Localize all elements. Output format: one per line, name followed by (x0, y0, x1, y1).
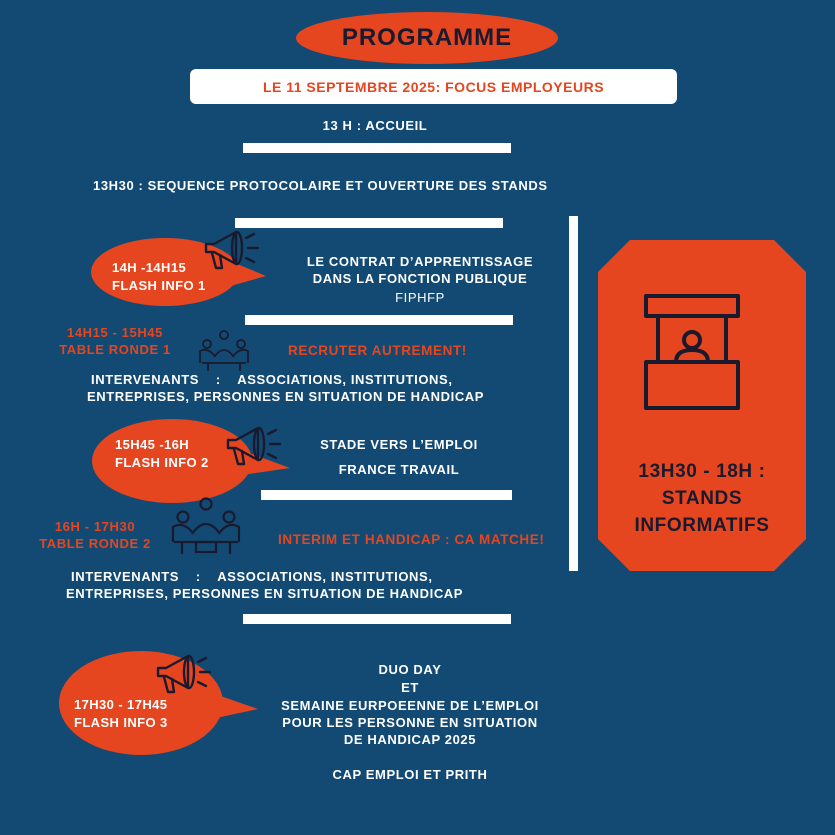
vertical-divider (569, 216, 578, 571)
table1-speakers-line1: INTERVENANTS : ASSOCIATIONS, INSTITUTIONS, (91, 372, 453, 387)
flash1-org: FIPHFP (395, 290, 445, 305)
flash3-line5: DE HANDICAP 2025 (343, 732, 477, 747)
accueil-text: 13 H : ACCUEIL (322, 118, 428, 133)
flash1-line2: DANS LA FONCTION PUBLIQUE (312, 271, 528, 286)
flash2-time: 15H45 -16H (115, 437, 190, 452)
megaphone-icon (152, 648, 216, 700)
table1-label: TABLE RONDE 1 (59, 342, 171, 357)
flash3-org: CAP EMPLOI ET PRITH (332, 767, 488, 782)
table2-time: 16H - 17H30 (54, 519, 136, 534)
flash3-line4: POUR LES PERSONNE EN SITUATION (282, 715, 538, 730)
table1-time: 14H15 - 15H45 (67, 325, 163, 340)
stands-line3: INFORMATIFS (634, 515, 770, 536)
flash2-line1: STADE VERS L’EMPLOI (320, 437, 478, 452)
flash3-line3: SEMAINE EURPOEENNE DE L’EMPLOI (281, 698, 539, 713)
stands-line2: STANDS (661, 488, 743, 509)
flash1-line1: LE CONTRAT D’APPRENTISSAGE (306, 254, 534, 269)
divider (243, 614, 511, 624)
table2-speakers-line1: INTERVENANTS : ASSOCIATIONS, INSTITUTIONS, (71, 569, 433, 584)
stands-line1: 13H30 - 18H : (638, 461, 766, 482)
megaphone-icon (222, 420, 286, 472)
flash1-time: 14H -14H15 (112, 260, 187, 275)
flash2-line2: FRANCE TRAVAIL (338, 462, 460, 477)
divider (245, 315, 513, 325)
info-stand-icon (644, 294, 740, 412)
ouverture-text: 13H30 : SEQUENCE PROTOCOLAIRE ET OUVERTURE DES STANDS (93, 178, 548, 193)
flash2-label: FLASH INFO 2 (115, 455, 209, 470)
programme-title: PROGRAMME (296, 12, 558, 64)
flash1-label: FLASH INFO 1 (112, 278, 206, 293)
table2-speakers-line2: ENTREPRISES, PERSONNES EN SITUATION DE HANDICAP (66, 586, 464, 601)
divider (261, 490, 512, 500)
meeting-table-icon (198, 329, 250, 371)
table1-speakers-line2: ENTREPRISES, PERSONNES EN SITUATION DE HANDICAP (87, 389, 485, 404)
flash3-line1: DUO DAY (378, 662, 442, 677)
megaphone-icon (200, 224, 264, 276)
table2-label: TABLE RONDE 2 (39, 536, 151, 551)
flash3-time: 17H30 - 17H45 (74, 697, 168, 712)
divider (243, 143, 511, 153)
stands-text (598, 458, 806, 539)
divider (235, 218, 503, 228)
flash3-line2: ET (401, 680, 419, 695)
flash3-label: FLASH INFO 3 (74, 715, 168, 730)
table1-topic: RECRUTER AUTREMENT! (288, 343, 467, 358)
date-banner: LE 11 SEPTEMBRE 2025: FOCUS EMPLOYEURS (190, 69, 677, 104)
table2-topic: INTERIM ET HANDICAP : CA MATCHE! (278, 532, 545, 547)
meeting-table-icon (170, 496, 242, 556)
